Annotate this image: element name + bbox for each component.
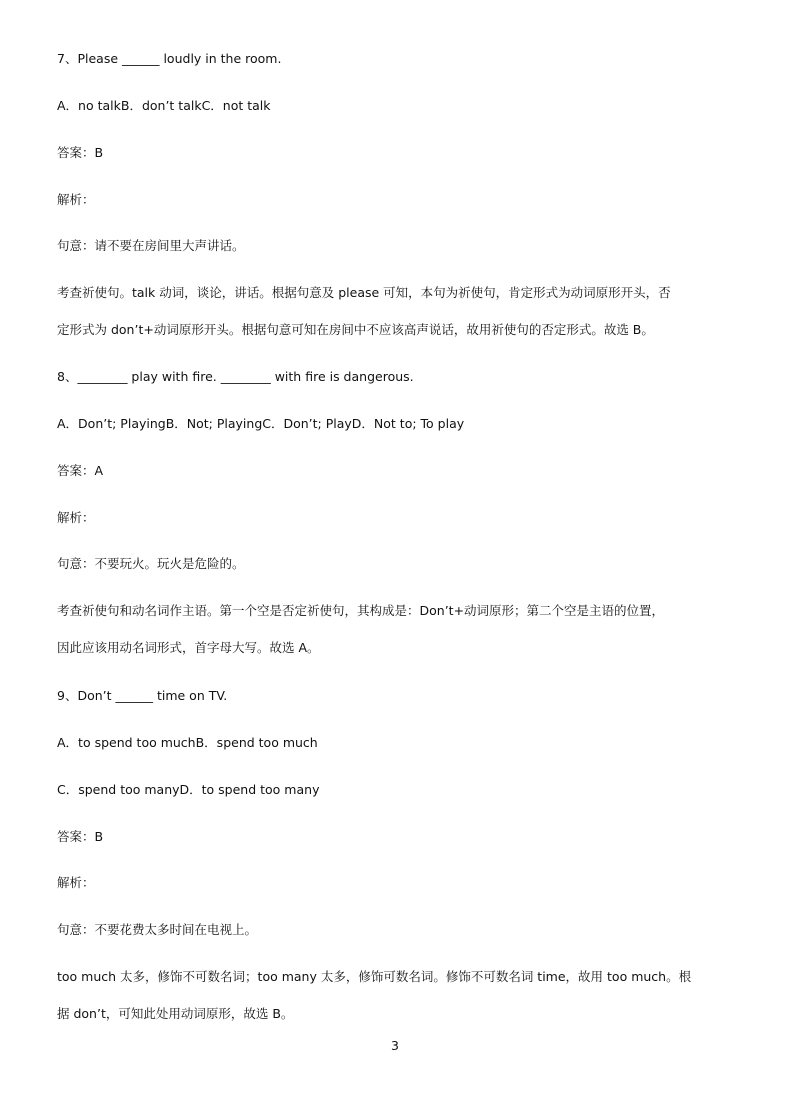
- question-7-meaning: 句意：请不要在房间里大声讲话。: [57, 238, 245, 253]
- question-9-explanation-line-1: too much 太多，修饰不可数名词；too many 太多，修饰可数名词。修饰不可数名词 time，故用 too much。根: [57, 969, 692, 984]
- question-7-stem: 7、Please ______ loudly in the room.: [57, 51, 282, 66]
- question-8-explanation-line-2: 因此应该用动名词形式，首字母大写。故选 A。: [57, 640, 320, 655]
- question-9-options-line-2: C．spend too manyD．to spend too many: [57, 782, 320, 797]
- question-9-explanation-line-2: 据 don’t，可知此处用动词原形，故选 B。: [57, 1006, 294, 1021]
- question-7-explanation-line-2: 定形式为 don’t+动词原形开头。根据句意可知在房间中不应该高声说话，故用祈使句的否定形式。故选 B。: [57, 322, 654, 337]
- question-9-analysis-label: 解析：: [57, 875, 95, 890]
- question-8-options: A．Don’t; PlayingB．Not; PlayingC．Don’t; PlayD．Not to; To play: [57, 416, 465, 431]
- question-8-meaning: 句意：不要玩火。玩火是危险的。: [57, 556, 245, 571]
- question-8-stem: 8、________ play with fire. ________ with fire is dangerous.: [57, 369, 414, 384]
- question-9-options-line-1: A．to spend too muchB．spend too much: [57, 735, 318, 750]
- page-number: 3: [391, 1038, 399, 1053]
- question-7-answer: 答案：B: [57, 145, 104, 160]
- question-9-stem: 9、Don’t ______ time on TV.: [57, 688, 228, 703]
- question-7-options: A．no talkB．don’t talkC．not talk: [57, 98, 271, 113]
- question-9-answer: 答案：B: [57, 829, 104, 844]
- question-7-explanation-line-1: 考查祈使句。talk 动词，谈论，讲话。根据句意及 please 可知，本句为祈使句，肯定形式为动词原形开头，否: [57, 285, 671, 300]
- question-9-meaning: 句意：不要花费太多时间在电视上。: [57, 922, 258, 937]
- question-7-analysis-label: 解析：: [57, 192, 95, 207]
- question-8-answer: 答案：A: [57, 463, 104, 478]
- question-8-analysis-label: 解析：: [57, 510, 95, 525]
- question-8-explanation-line-1: 考查祈使句和动名词作主语。第一个空是否定祈使句，其构成是：Don’t+动词原形；第二个空是主语的位置，: [57, 603, 665, 618]
